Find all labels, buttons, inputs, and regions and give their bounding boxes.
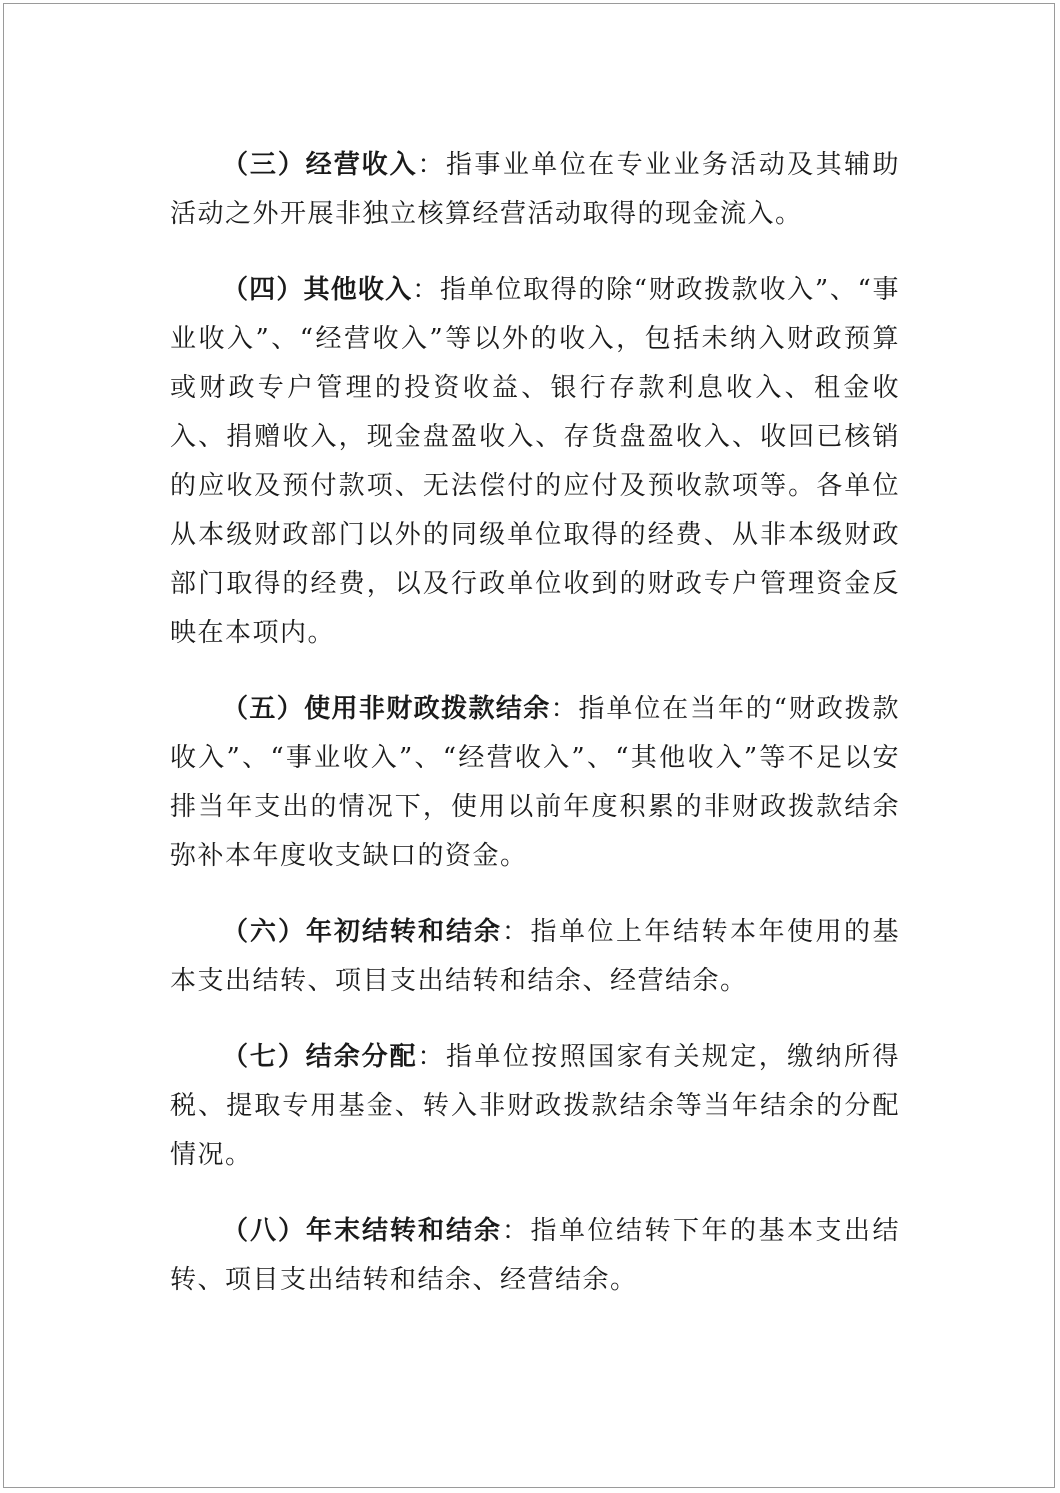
paragraph-text: ：指单位取得的除“财政拨款收入”、“事业收入”、“经营收入”等以外的收入，包括未纳入财政预算或财政专户管理的投资收益、银行存款利息收入、租金收入、捐赠收入，现金盘盈收入、存货盘盈收入、收回已核销的应收及预付款项、无法偿付的应付及预收款项等。各单位从本级财政部门以外的同级单位取得的经费、从非本级财政部门取得的经费，以及行政单位收到的财政专户管理资金反映在本项内。 [170,275,900,648]
paragraph-non-fiscal-surplus-use [170,685,900,881]
paragraph-heading: （四）其他收入 [222,275,413,305]
paragraph-heading: （八）年末结转和结余 [222,1216,502,1246]
paragraph-heading: （六）年初结转和结余 [222,917,502,947]
document-page [3,3,1055,1488]
paragraph-heading: （七）结余分配 [222,1042,418,1072]
paragraph-operating-income [170,141,900,239]
paragraph-text: ：指事业单位在专业业务活动及其辅助活动之外开展非独立核算经营活动取得的现金流入。 [170,150,900,229]
paragraph-surplus-distribution [170,1033,900,1180]
paragraph-opening-carryover [170,908,900,1006]
paragraph-text: ：指单位结转下年的基本支出结转、项目支出结转和结余、经营结余。 [170,1216,900,1295]
paragraph-text: ：指单位上年结转本年使用的基本支出结转、项目支出结转和结余、经营结余。 [170,917,900,996]
paragraph-text: ：指单位在当年的“财政拨款收入”、“事业收入”、“经营收入”、“其他收入”等不足以安排当年支出的情况下，使用以前年度积累的非财政拨款结余弥补本年度收支缺口的资金。 [170,694,900,871]
paragraph-text: ：指单位按照国家有关规定，缴纳所得税、提取专用基金、转入非财政拨款结余等当年结余的分配情况。 [170,1042,900,1170]
paragraph-heading: （三）经营收入 [222,150,418,180]
document-body [170,141,900,1332]
paragraph-heading: （五）使用非财政拨款结余 [222,694,551,724]
paragraph-other-income [170,266,900,658]
paragraph-closing-carryover [170,1207,900,1305]
